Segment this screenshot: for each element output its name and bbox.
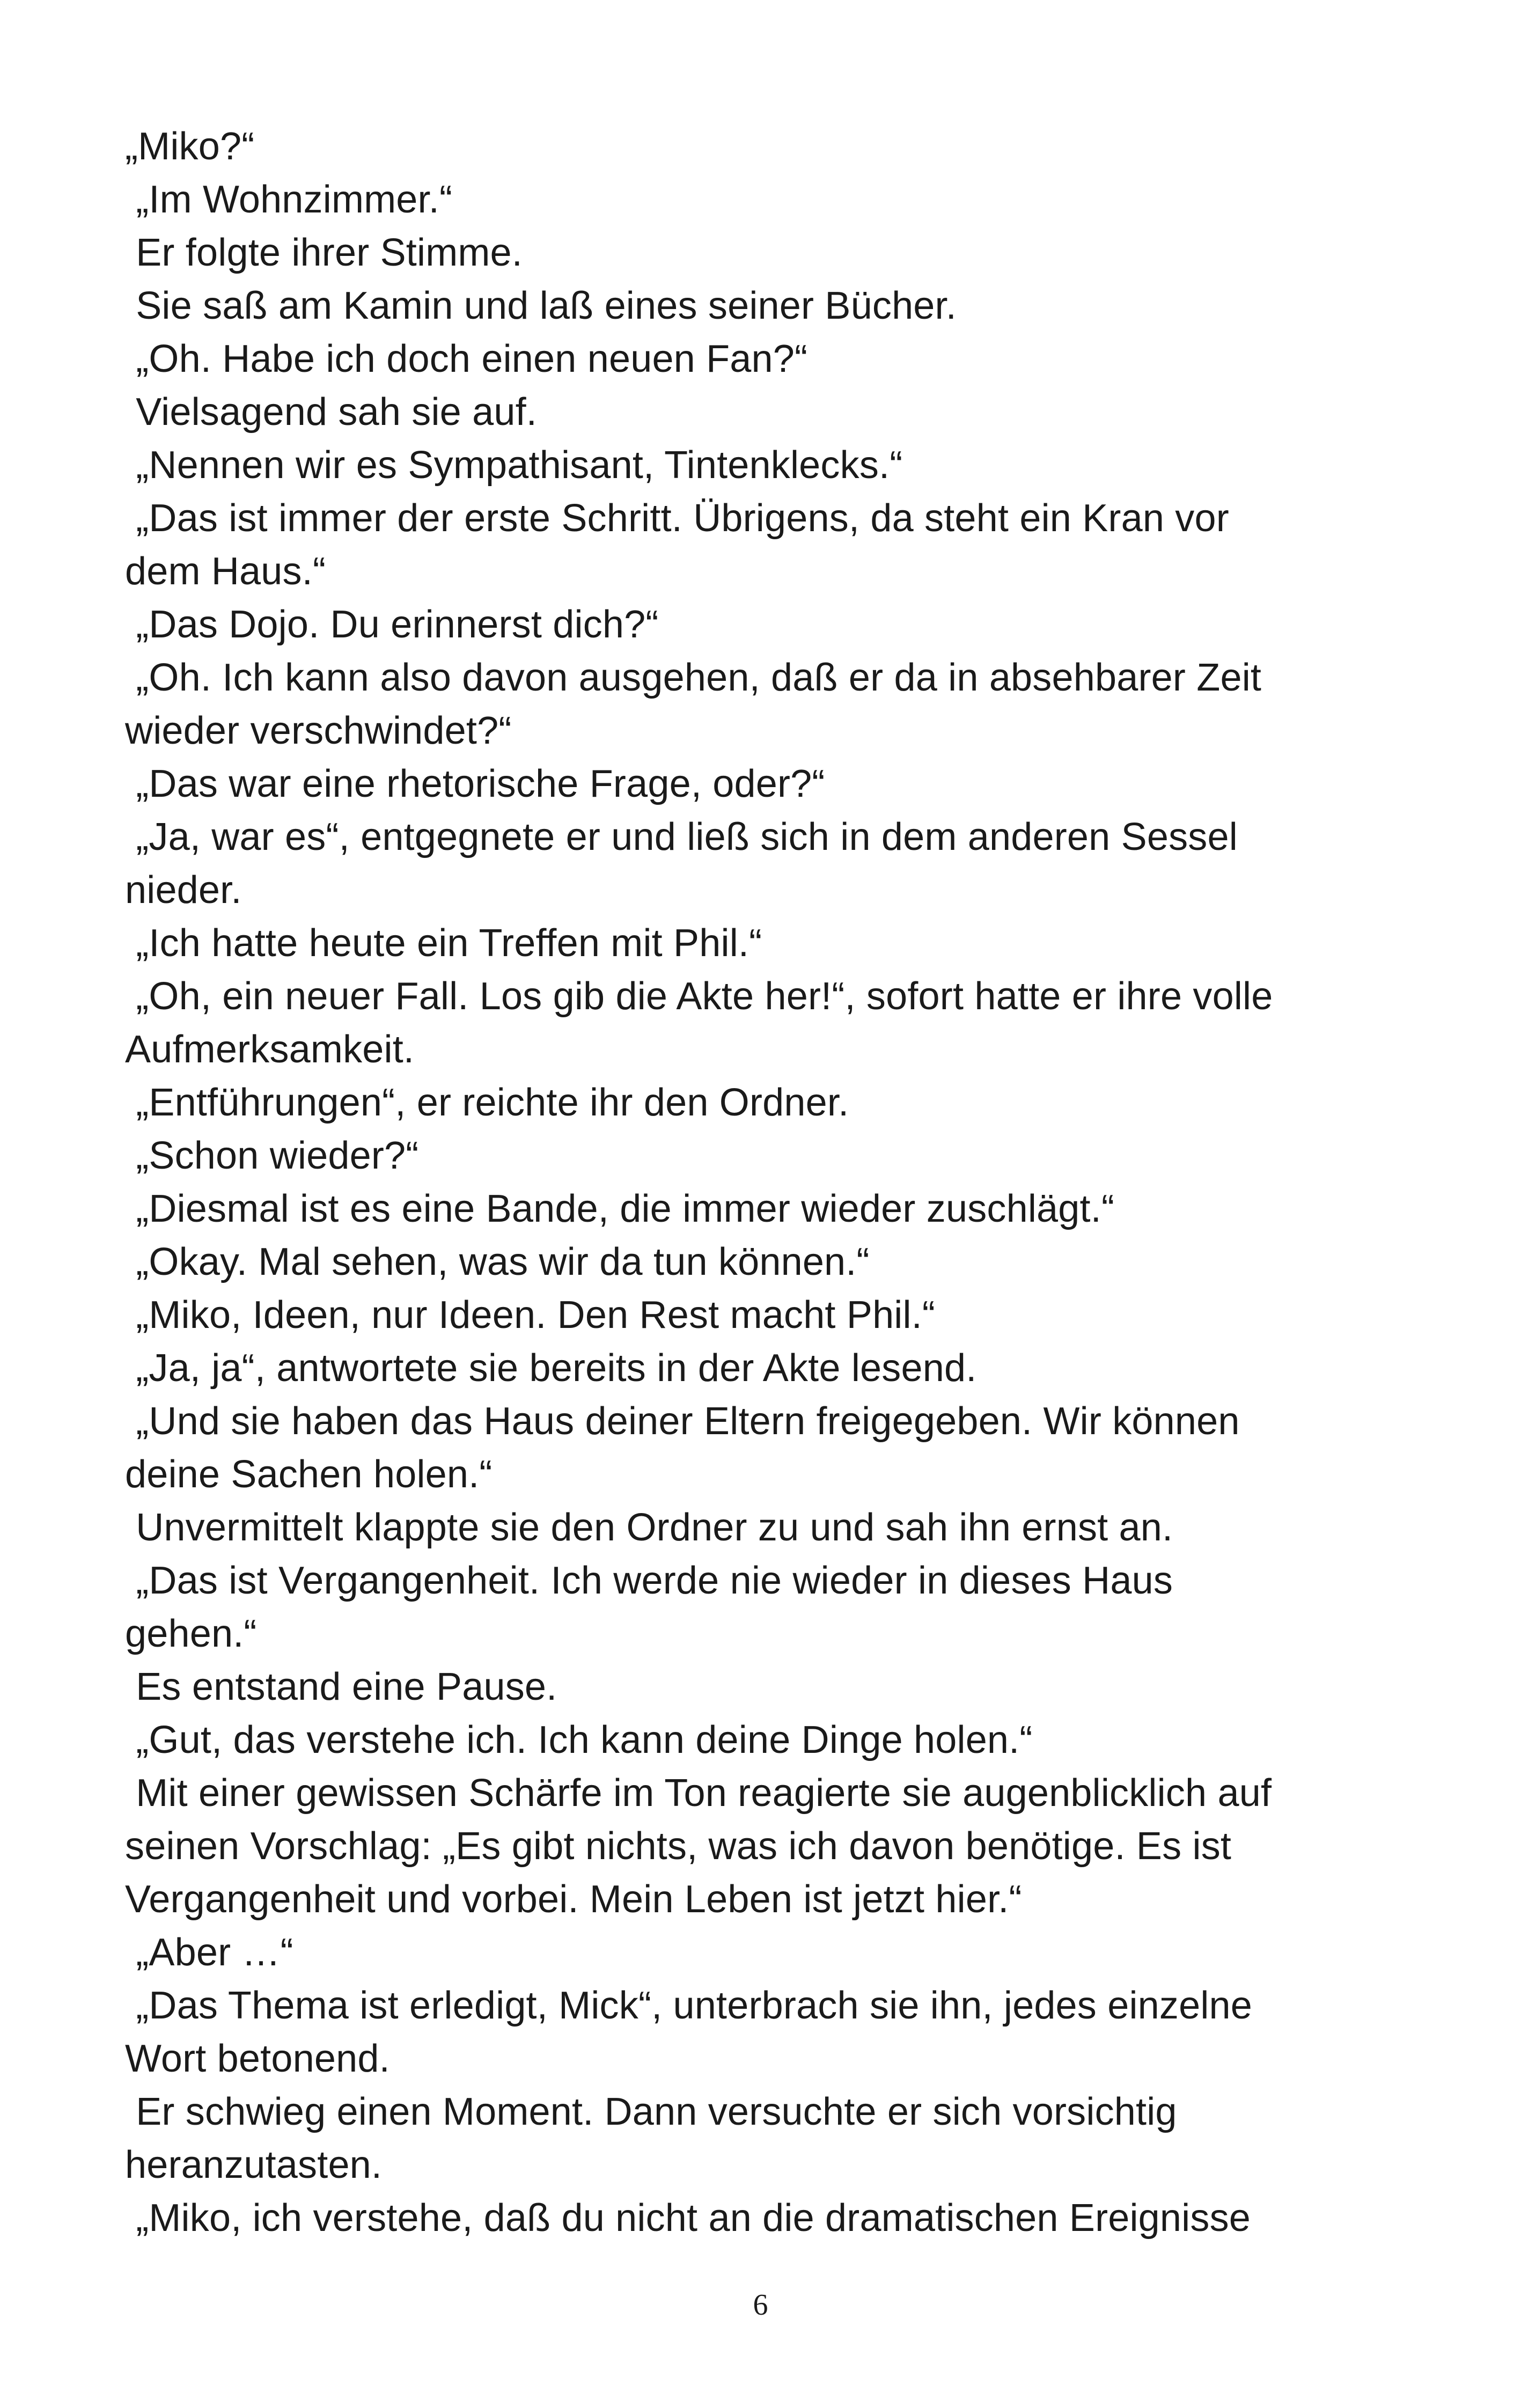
text-line: „Das war eine rhetorische Frage, oder?“ [125, 762, 825, 805]
text-line: Er schwieg einen Moment. Dann versuchte er sich vorsichtig [125, 2090, 1177, 2133]
text-line: seinen Vorschlag: „Es gibt nichts, was ich davon benötige. Es ist [125, 1825, 1232, 1868]
text-line: Mit einer gewissen Schärfe im Ton reagierte sie augenblicklich auf [125, 1772, 1272, 1815]
text-line: „Okay. Mal sehen, was wir da tun können.“ [125, 1240, 870, 1283]
text-line: Unvermittelt klappte sie den Ordner zu und sah ihn ernst an. [125, 1506, 1173, 1549]
text-line: „Miko?“ [125, 125, 255, 168]
text-line: Aufmerksamkeit. [125, 1028, 415, 1071]
text-line: heranzutasten. [125, 2143, 383, 2186]
text-line: „Oh. Habe ich doch einen neuen Fan?“ [125, 337, 808, 380]
text-line: wieder verschwindet?“ [125, 709, 512, 752]
text-line: „Miko, ich verstehe, daß du nicht an die dramatischen Ereignisse [125, 2197, 1251, 2240]
text-line: Sie saß am Kamin und laß eines seiner Bücher. [125, 284, 957, 327]
text-line: „Miko, Ideen, nur Ideen. Den Rest macht Phil.“ [125, 1294, 936, 1337]
text-line: „Gut, das verstehe ich. Ich kann deine Dinge holen.“ [125, 1719, 1033, 1761]
body-text [125, 120, 1402, 2245]
text-line: „Ich hatte heute ein Treffen mit Phil.“ [125, 922, 762, 965]
page-number: 6 [753, 2288, 768, 2322]
text-line: dem Haus.“ [125, 550, 326, 593]
text-line: „Ja, ja“, antwortete sie bereits in der Akte lesend. [125, 1347, 977, 1390]
text-line: „Das ist Vergangenheit. Ich werde nie wieder in dieses Haus [125, 1559, 1173, 1602]
text-line: „Nennen wir es Sympathisant, Tintenklecks.“ [125, 444, 903, 487]
text-line: „Das Dojo. Du erinnerst dich?“ [125, 603, 659, 646]
text-line: „Diesmal ist es eine Bande, die immer wieder zuschlägt.“ [125, 1187, 1115, 1230]
text-line: „Entführungen“, er reichte ihr den Ordner. [125, 1081, 849, 1124]
text-line: „Aber …“ [125, 1931, 293, 1974]
text-line: nieder. [125, 869, 242, 912]
text-line: „Das ist immer der erste Schritt. Übrigens, da steht ein Kran vor [125, 497, 1229, 540]
text-line: „Schon wieder?“ [125, 1134, 419, 1177]
text-line: „Oh, ein neuer Fall. Los gib die Akte her!“, sofort hatte er ihre volle [125, 975, 1273, 1018]
text-line: Es entstand eine Pause. [125, 1665, 557, 1708]
text-line: Er folgte ihrer Stimme. [125, 231, 523, 274]
text-line: „Oh. Ich kann also davon ausgehen, daß er da in absehbarer Zeit [125, 656, 1262, 699]
text-line: „Das Thema ist erledigt, Mick“, unterbrach sie ihn, jedes einzelne [125, 1984, 1253, 2027]
text-line: Vielsagend sah sie auf. [125, 391, 538, 434]
text-line: „Im Wohnzimmer.“ [125, 178, 453, 221]
text-line: „Ja, war es“, entgegnete er und ließ sich in dem anderen Sessel [125, 816, 1238, 858]
text-line: deine Sachen holen.“ [125, 1453, 493, 1496]
text-line: gehen.“ [125, 1612, 257, 1655]
text-line: Wort betonend. [125, 2037, 390, 2080]
text-line: Vergangenheit und vorbei. Mein Leben ist jetzt hier.“ [125, 1878, 1022, 1921]
text-line: „Und sie haben das Haus deiner Eltern freigegeben. Wir können [125, 1400, 1240, 1443]
